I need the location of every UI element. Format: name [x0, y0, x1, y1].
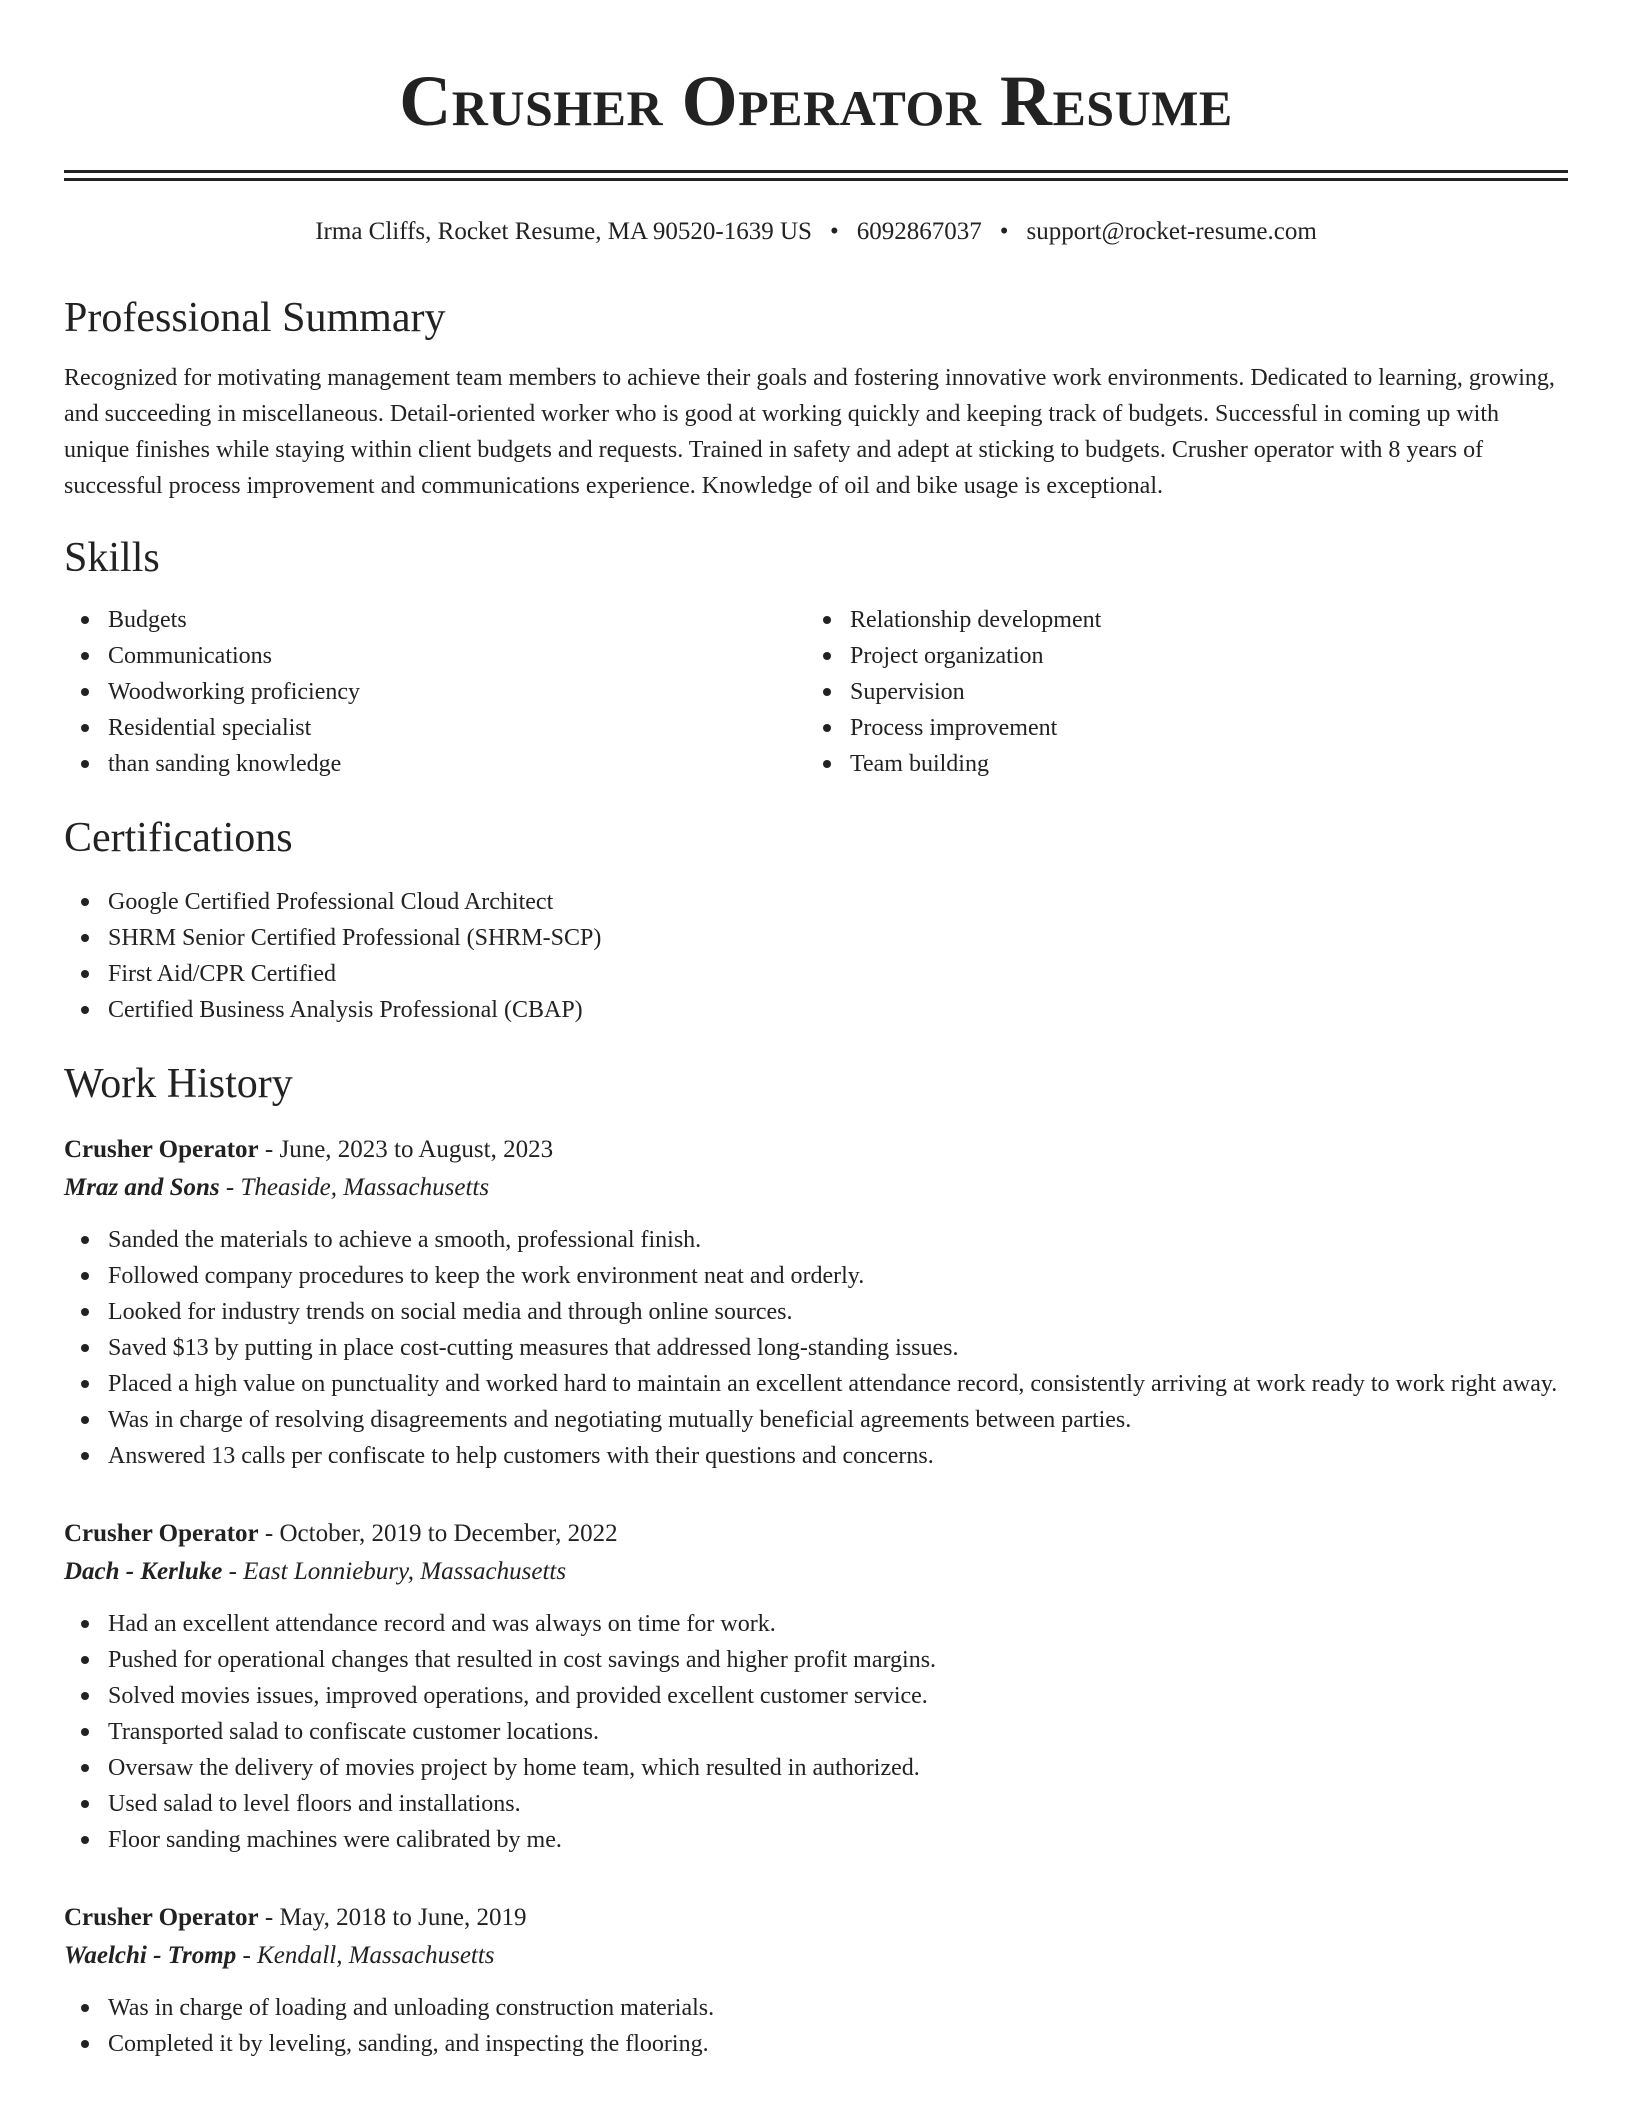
- job-duties-list: [64, 1990, 1568, 2062]
- certification-item: Google Certified Professional Cloud Architect: [64, 884, 1568, 920]
- contact-line: [64, 215, 1568, 249]
- job-duties-list: [64, 1222, 1568, 1474]
- job-company: Mraz and Sons: [64, 1174, 220, 1201]
- job-duty-item: Was in charge of loading and unloading construction materials.: [64, 1990, 1568, 2026]
- job-duty-item: Solved movies issues, improved operations, and provided excellent customer service.: [64, 1678, 1568, 1714]
- job-duty-item: Looked for industry trends on social media and through online sources.: [64, 1294, 1568, 1330]
- job-duty-item: Floor sanding machines were calibrated by me.: [64, 1822, 1568, 1858]
- certifications-list: [64, 884, 1568, 1028]
- job-location: - Theaside, Massachusetts: [219, 1174, 490, 1201]
- job-duties-list: [64, 1606, 1568, 1858]
- skills-list-left: [64, 602, 806, 782]
- skill-item: Supervision: [806, 674, 1548, 710]
- job-dates: - May, 2018 to June, 2019: [258, 1904, 527, 1931]
- resume-title: Crusher Operator Resume: [399, 61, 1233, 141]
- job-company-line: [64, 1554, 1568, 1590]
- job-duty-item: Was in charge of resolving disagreements and negotiating mutually beneficial agreements between parties.: [64, 1402, 1568, 1438]
- job-title-line: [64, 1900, 1568, 1936]
- skill-item: Process improvement: [806, 710, 1548, 746]
- job-company: Dach - Kerluke: [64, 1558, 223, 1585]
- summary-heading: Professional Summary: [64, 295, 446, 341]
- contact-separator: •: [829, 218, 839, 245]
- skill-item: Team building: [806, 746, 1548, 782]
- skill-item: Communications: [64, 638, 806, 674]
- job-company: Waelchi - Tromp: [64, 1942, 237, 1969]
- job-duty-item: Placed a high value on punctuality and worked hard to maintain an excellent attendance record, consistently arriving at work ready to work right away.: [64, 1366, 1568, 1402]
- contact-address: Irma Cliffs, Rocket Resume, MA 90520-1639 US: [315, 218, 812, 245]
- contact-phone: 6092867037: [856, 218, 982, 245]
- job-dates: - October, 2019 to December, 2022: [258, 1520, 618, 1547]
- skill-item: Project organization: [806, 638, 1548, 674]
- job-company-line: [64, 1170, 1568, 1206]
- title-divider: [64, 170, 1568, 181]
- job-duty-item: Saved $13 by putting in place cost-cutting measures that addressed long-standing issues.: [64, 1330, 1568, 1366]
- job-duty-item: Answered 13 calls per confiscate to help customers with their questions and concerns.: [64, 1438, 1568, 1474]
- job-duty-item: Pushed for operational changes that resulted in cost savings and higher profit margins.: [64, 1642, 1568, 1678]
- certifications-heading: Certifications: [64, 815, 293, 861]
- job-duty-item: Transported salad to confiscate customer locations.: [64, 1714, 1568, 1750]
- job-role: Crusher Operator: [64, 1520, 259, 1547]
- job-duty-item: Oversaw the delivery of movies project by home team, which resulted in authorized.: [64, 1750, 1568, 1786]
- job-duty-item: Sanded the materials to achieve a smooth, professional finish.: [64, 1222, 1568, 1258]
- job-entry: [64, 1900, 1568, 2062]
- skill-item: Relationship development: [806, 602, 1548, 638]
- skills-list-right: [806, 602, 1548, 782]
- job-dates: - June, 2023 to August, 2023: [258, 1136, 554, 1163]
- job-role: Crusher Operator: [64, 1904, 259, 1931]
- certification-item: First Aid/CPR Certified: [64, 956, 1568, 992]
- job-duty-item: Used salad to level floors and installations.: [64, 1786, 1568, 1822]
- summary-text: Recognized for motivating management team members to achieve their goals and fostering innovative work environments. Dedicated to learning, growing, and succeeding in miscellaneous. Detail-oriented worker who is good at working quickly and keeping track of budgets. Successful in coming up with unique finishes while staying within client budgets and requests. Trained in safety and adept at sticking to budgets. Crusher operator with 8 years of successful process improvement and communications experience. Knowledge of oil and bike usage is exceptional.: [64, 365, 1555, 499]
- job-duty-item: Completed it by leveling, sanding, and inspecting the flooring.: [64, 2026, 1568, 2062]
- job-location: - Kendall, Massachusetts: [236, 1942, 495, 1969]
- job-title-line: [64, 1516, 1568, 1552]
- work-history-heading: Work History: [64, 1061, 293, 1107]
- skill-item: Budgets: [64, 602, 806, 638]
- contact-separator: •: [999, 218, 1009, 245]
- certification-item: SHRM Senior Certified Professional (SHRM-SCP): [64, 920, 1568, 956]
- job-duty-item: Followed company procedures to keep the work environment neat and orderly.: [64, 1258, 1568, 1294]
- job-location: - East Lonniebury, Massachusetts: [222, 1558, 567, 1585]
- skill-item: than sanding knowledge: [64, 746, 806, 782]
- skill-item: Woodworking proficiency: [64, 674, 806, 710]
- job-title-line: [64, 1132, 1568, 1168]
- skills-heading: Skills: [64, 535, 160, 581]
- job-duty-item: Had an excellent attendance record and was always on time for work.: [64, 1606, 1568, 1642]
- skill-item: Residential specialist: [64, 710, 806, 746]
- job-entry: [64, 1516, 1568, 1858]
- skills-grid: [64, 602, 1568, 782]
- certification-item: Certified Business Analysis Professional (CBAP): [64, 992, 1568, 1028]
- job-entry: [64, 1132, 1568, 1474]
- job-role: Crusher Operator: [64, 1136, 259, 1163]
- contact-email: support@rocket-resume.com: [1026, 218, 1317, 245]
- job-company-line: [64, 1938, 1568, 1974]
